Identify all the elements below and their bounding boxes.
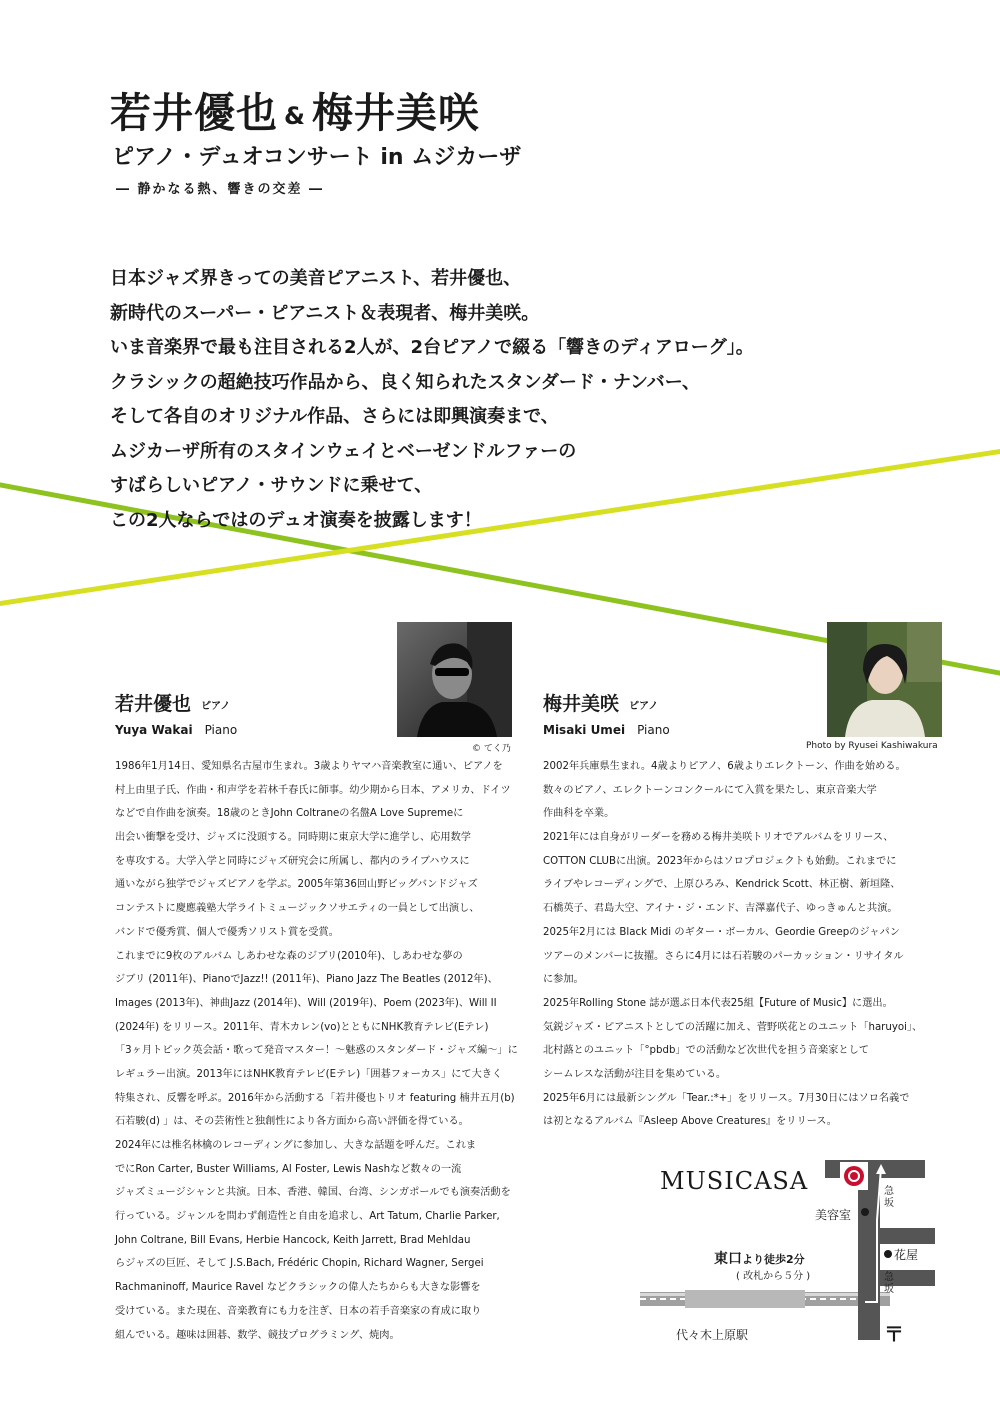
bio-line: コンテストに慶應義塾大学ライトミュージックソサエティの一員として出演し、 bbox=[115, 903, 480, 915]
artist1-bio bbox=[115, 755, 518, 1347]
bio-line: 特集され、反響を呼ぶ。2016年から活動する「若井優也トリオ featuring 楠井五月(b) bbox=[115, 1092, 515, 1104]
bio-line: 気鋭ジャズ・ピアニストとしての活躍に加え、菅野咲花とのユニット「haruyoi」、 bbox=[543, 1021, 923, 1033]
artist2-name-roman: Misaki Umei bbox=[543, 723, 626, 737]
bio-line: 2021年には自身がリーダーを務める梅井美咲トリオでアルバムをリリース、 bbox=[543, 832, 894, 844]
map-logo-text: MUSICASA bbox=[660, 1167, 809, 1195]
bio-line: 行っている。ジャンルを問わず創造性と自由を追求し、Art Tatum, Charlie Parker, bbox=[115, 1211, 500, 1223]
map-label-slope-upper: 急坂 bbox=[884, 1186, 894, 1209]
lead-line: 新時代のスーパー・ピアニスト＆表現者、梅井美咲。 bbox=[110, 302, 540, 324]
artist1-name-en bbox=[115, 723, 237, 737]
musicasa-logo-icon bbox=[844, 1166, 864, 1186]
bio-line: レギュラー出演。2013年にはNHK教育テレビ(Eテレ)「囲碁フォーカス」にて大きく bbox=[115, 1068, 503, 1080]
bio-line: 2024年には椎名林檎のレコーディングに参加し、大きな話題を呼んだ。これま bbox=[115, 1140, 477, 1151]
map-station: 代々木上原駅 bbox=[676, 1328, 749, 1342]
lead-line: そして各自のオリジナル作品、さらには即興演奏まで、 bbox=[110, 406, 559, 427]
bio-line: 村上由里子氏、作曲・和声学を若林千春氏に師事。幼少期から日本、アメリカ、ドイツ bbox=[115, 784, 511, 796]
artist1-title: 若井優也 bbox=[110, 89, 278, 137]
bio-line: でにRon Carter, Buster Williams, Al Foster, Lewis Nashなど数々の一流 bbox=[115, 1163, 462, 1175]
bio-line: 受けている。また現在、音楽教育にも力を注ぎ、日本の若手音楽家の育成に取り bbox=[115, 1305, 482, 1317]
bio-line: 通いながら独学でジャズピアノを学ぶ。2005年第36回山野ビッグバンドジャズ bbox=[115, 879, 478, 891]
lead-line: ムジカーザ所有のスタインウェイとベーゼンドルファーの bbox=[110, 440, 577, 462]
bio-line: John Coltrane, Bill Evans, Herbie Hancock, Keith Jarrett, Brad Mehldau bbox=[115, 1234, 471, 1246]
access-exit: 東口 bbox=[714, 1251, 742, 1267]
artist1-name: 若井優也 bbox=[115, 693, 192, 715]
bio-line: 2025年2月には Black Midi のギター・ボーカル、Geordie Greepのジャパン bbox=[543, 926, 900, 938]
access-walk: より徒歩2分 bbox=[742, 1253, 805, 1266]
bio-line: ジブリ (2011年)、PianoでJazz!! (2011年)、Piano Jazz The Beatles (2012年)、 bbox=[115, 974, 498, 986]
concert-tagline: ― 静かなる熱、響きの交差 ― bbox=[116, 182, 325, 197]
artist1-instrument-en: Piano bbox=[204, 723, 238, 737]
bio-line: これまでに9枚のアルバム しあわせな森のジブリ(2010年)、しあわせな夢の bbox=[115, 950, 463, 962]
lead-text bbox=[110, 262, 754, 538]
artist1-portrait-icon bbox=[397, 622, 512, 737]
map-label-slope-lower: 急坂 bbox=[884, 1272, 894, 1295]
bio-line: COTTON CLUBに出演。2023年からはソロプロジェクトも始動。これまでに bbox=[543, 855, 897, 867]
map-label-flower: 花屋 bbox=[894, 1248, 919, 1262]
bio-line: Images (2013年)、神曲Jazz (2014年)、Will (2019年)、Poem (2023年)、Will II bbox=[115, 997, 497, 1009]
artist2-photo-credit: Photo by Ryusei Kashiwakura bbox=[806, 741, 938, 751]
bio-line: (2024年) をリリース。2011年、青木カレン(vo)とともにNHK教育テレビ(Eテレ) bbox=[115, 1021, 489, 1033]
bio-line: 1986年1月14日、愛知県名古屋市生まれ。3歳よりヤマハ音楽教室に通い、ピアノを bbox=[115, 761, 503, 772]
artist2-bio bbox=[543, 755, 922, 1134]
bio-line: などで自作曲を演奏。18歳のときJohn Coltraneの名盤A Love Supremeに bbox=[115, 808, 464, 820]
map-access bbox=[714, 1248, 805, 1268]
page-title bbox=[110, 80, 480, 139]
map-label-salon: 美容室 bbox=[815, 1208, 852, 1222]
title-ampersand: & bbox=[284, 102, 306, 130]
artist1-photo bbox=[397, 622, 512, 737]
station-platform bbox=[685, 1290, 805, 1308]
artist1-name-roman: Yuya Wakai bbox=[115, 723, 193, 737]
concert-subtitle: ピアノ・デュオコンサート in ムジカーザ bbox=[112, 145, 522, 170]
bio-line: を専攻する。大学入学と同時にジャズ研究会に所属し、都内のライブハウスに bbox=[115, 855, 470, 867]
bio-line: 2002年兵庫県生まれ。4歳よりピアノ、6歳よりエレクトーン、作曲を始める。 bbox=[543, 761, 906, 772]
bio-line: ライブやレコーディングで、上原ひろみ、Kendrick Scott、林正樹、新垣隆、 bbox=[543, 879, 901, 891]
artist1-name-jp bbox=[115, 689, 230, 716]
post-office-icon: 〒 bbox=[884, 1322, 904, 1346]
bio-line: Rachmaninoff, Maurice Ravel などクラシックの偉人たちからも大きな影響を bbox=[115, 1282, 481, 1294]
bio-line: 北村蕗とのユニット「°pbdb」での活動など次世代を担う音楽家として bbox=[543, 1045, 869, 1057]
artist1-instrument-jp: ピアノ bbox=[201, 701, 231, 712]
bio-line: は初となるアルバム『Asleep Above Creatures』をリリース。 bbox=[543, 1116, 837, 1128]
flower-shop-marker bbox=[884, 1250, 892, 1258]
bio-line: 2025年6月には最新シングル「Tear.:*+」をリリース。7月30日にはソロ名義で bbox=[543, 1092, 910, 1104]
lead-line: クラシックの超絶技巧作品から、良く知られたスタンダード・ナンバー、 bbox=[110, 371, 701, 393]
artist2-instrument-en: Piano bbox=[637, 723, 670, 737]
bio-line: に参加。 bbox=[543, 974, 584, 986]
bio-line: 数々のピアノ、エレクトーンコンクールにて入賞を果たし、東京音楽大学 bbox=[543, 784, 877, 796]
bio-line: ジャズミュージシャンと共演。日本、香港、韓国、台湾、シンガポールでも演奏活動を bbox=[115, 1187, 511, 1199]
side-road-upper bbox=[880, 1228, 935, 1244]
artist1-photo-credit: © てく乃 bbox=[472, 744, 511, 754]
lead-line: 日本ジャズ界きっての美音ピアニスト、若井優也、 bbox=[110, 268, 522, 289]
bio-line: らジャズの巨匠、そして J.S.Bach, Frédéric Chopin, Richard Wagner, Sergei bbox=[115, 1258, 484, 1270]
bio-line: シームレスな活動が注目を集めている。 bbox=[543, 1068, 727, 1080]
artist2-name: 梅井美咲 bbox=[543, 693, 620, 715]
access-note: ( 改札から５分 ) bbox=[736, 1271, 811, 1282]
bio-line: 作曲科を卒業。 bbox=[543, 808, 615, 820]
artist2-portrait-icon bbox=[827, 622, 942, 737]
artist2-name-jp bbox=[543, 689, 658, 716]
lead-line: いま音楽界で最も注目される2人が、2台ピアノで綴る「響きのディアローグ」。 bbox=[110, 337, 754, 358]
lead-line: この2人ならではのデュオ演奏を披露します！ bbox=[110, 509, 482, 531]
artist2-name-en bbox=[543, 723, 670, 737]
bio-line: 2025年Rolling Stone 誌が選ぶ日本代表25組【Future of Music】に選出。 bbox=[543, 997, 893, 1009]
bio-line: ツアーのメンバーに抜擢。さらに4月には石若駿のパーカッション・リサイタル bbox=[543, 950, 904, 962]
bio-line: 「3ヶ月トピック英会話・歌って発音マスター！～魅惑のスタンダード・ジャズ編～」に bbox=[115, 1045, 518, 1057]
artist2-title: 梅井美咲 bbox=[311, 89, 480, 137]
bio-line: 石若駿(d) 」は、その芸術性と独創性により各方面から高い評価を得ている。 bbox=[115, 1116, 469, 1128]
salon-marker bbox=[861, 1208, 869, 1216]
bio-line: 出会い衝撃を受け、ジャズに没頭する。同時期に東京大学に進学し、応用数学 bbox=[115, 832, 471, 844]
bio-line: 石橋英子、君島大空、アイナ・ジ・エンド、吉澤嘉代子、ゆっきゅんと共演。 bbox=[543, 903, 898, 915]
bio-line: バンドで優秀賞、個人で優秀ソリスト賞を受賞。 bbox=[115, 926, 339, 938]
artist2-instrument-jp: ピアノ bbox=[629, 701, 659, 712]
lead-line: すばらしいピアノ・サウンドに乗せて、 bbox=[110, 475, 433, 496]
artist2-photo bbox=[827, 622, 942, 737]
bio-line: 組んでいる。趣味は囲碁、数学、競技プログラミング、焼肉。 bbox=[115, 1329, 400, 1341]
